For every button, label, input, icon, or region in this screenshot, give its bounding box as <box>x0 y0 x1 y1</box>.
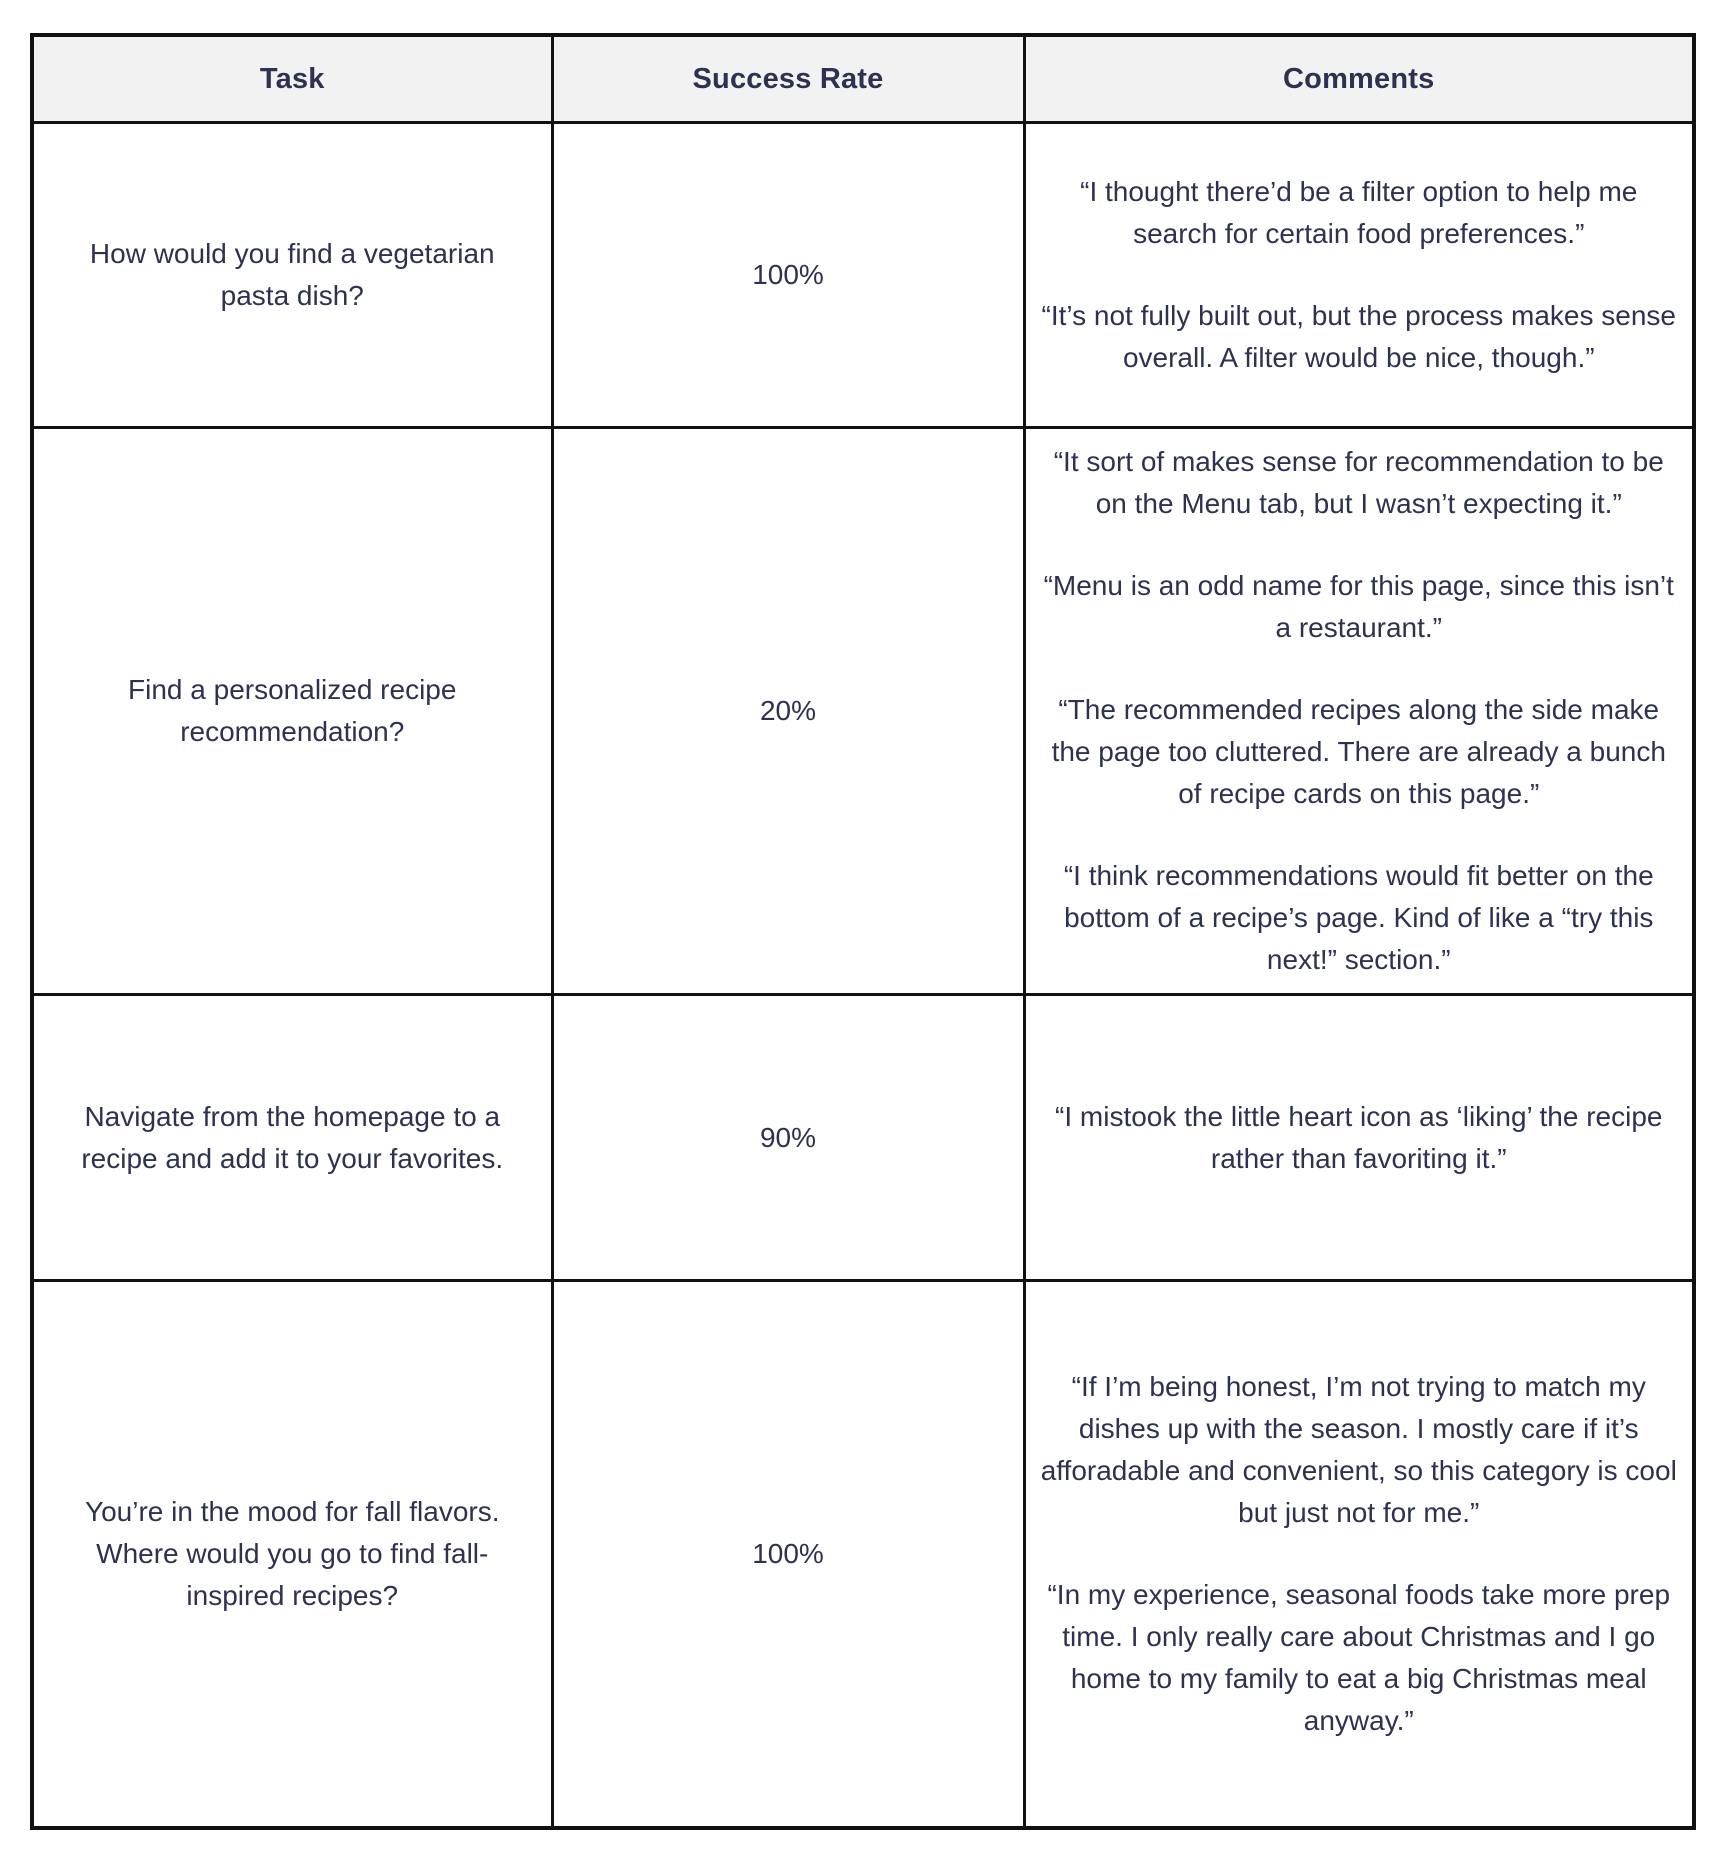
comment-quote: “I think recommendations would fit better on the bottom of a recipe’s page. Kind of like a “try this next!” section.” <box>1063 860 1654 975</box>
comment-quote: “It’s not fully built out, but the process makes sense overall. A filter would be nice, though.” <box>1041 300 1676 373</box>
table-row <box>32 123 1694 428</box>
usability-results-table <box>30 33 1696 1830</box>
column-header-success-rate: Success Rate <box>552 35 1024 123</box>
task-cell: Find a personalized recipe recommendation? <box>32 428 552 995</box>
table-row <box>32 428 1694 995</box>
comment-quote: “I thought there’d be a filter option to help me search for certain food preferences.” <box>1080 176 1638 249</box>
table-row <box>32 995 1694 1281</box>
comment-quote: “I mistook the little heart icon as ‘liking’ the recipe rather than favoriting it.” <box>1055 1100 1663 1174</box>
results-table-container <box>30 33 1696 1830</box>
comment-quote: “The recommended recipes along the side make the page too cluttered. There are already a bunch of recipe cards on this page.” <box>1051 694 1666 809</box>
comments-cell <box>1024 123 1694 428</box>
task-cell: Navigate from the homepage to a recipe and add it to your favorites. <box>32 995 552 1281</box>
comment-quote: “If I’m being honest, I’m not trying to match my dishes up with the season. I mostly care if it’s afforadable and convenient, so this category is cool but just not for me.” <box>1040 1370 1677 1528</box>
success-rate-cell: 20% <box>552 428 1024 995</box>
comment-quote: “It sort of makes sense for recommendation to be on the Menu tab, but I wasn’t expecting it.” <box>1053 446 1664 519</box>
task-cell: How would you find a vegetarian pasta dish? <box>32 123 552 428</box>
comments-cell <box>1024 995 1694 1281</box>
comment-quote: “In my experience, seasonal foods take more prep time. I only really care about Christmas and I go home to my family to eat a big Christmas meal anyway.” <box>1047 1578 1671 1736</box>
comments-cell <box>1024 1281 1694 1828</box>
comments-cell <box>1024 428 1694 995</box>
table-row <box>32 1281 1694 1828</box>
comment-quote: “Menu is an odd name for this page, since this isn’t a restaurant.” <box>1043 570 1674 643</box>
header-row <box>32 35 1694 123</box>
success-rate-cell: 90% <box>552 995 1024 1281</box>
column-header-task: Task <box>32 35 552 123</box>
column-header-comments: Comments <box>1024 35 1694 123</box>
task-cell: You’re in the mood for fall flavors. Where would you go to find fall-inspired recipes? <box>32 1281 552 1828</box>
success-rate-cell: 100% <box>552 123 1024 428</box>
success-rate-cell: 100% <box>552 1281 1024 1828</box>
